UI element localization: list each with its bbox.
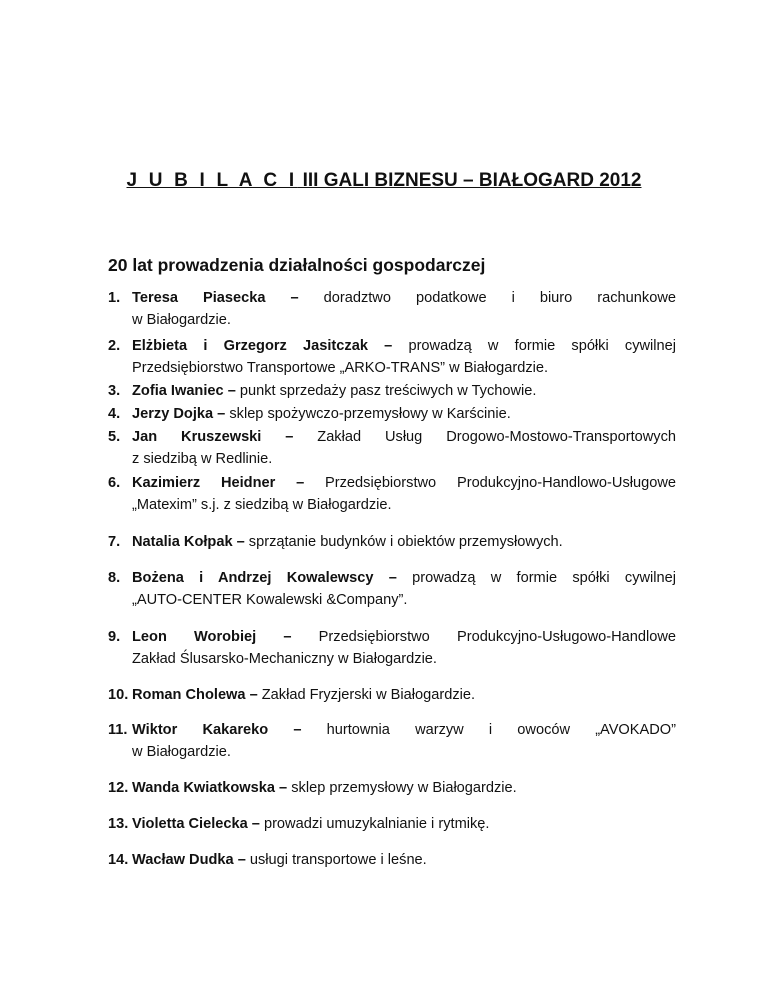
- item-line: [132, 813, 676, 835]
- item-line-continued: „Matexim” s.j. z siedzibą w Białogardzie.: [132, 497, 392, 513]
- title-gala-name: III GALI BIZNESU – BIAŁOGARD 2012: [297, 170, 642, 191]
- list-item: [108, 719, 676, 763]
- document-title: [0, 168, 768, 194]
- item-name: Wanda Kwiatkowska –: [132, 780, 288, 796]
- item-line: [132, 531, 676, 553]
- item-name: Jerzy Dojka –: [132, 406, 226, 422]
- item-description: punkt sprzedaży pasz treściwych w Tychowie.: [235, 383, 537, 399]
- item-description: doradztwo podatkowe i biuro rachunkowe: [298, 290, 676, 306]
- item-number: 10.: [108, 687, 129, 703]
- item-line: [132, 380, 676, 402]
- item-line: [132, 403, 676, 425]
- item-name: Natalia Kołpak –: [132, 534, 245, 550]
- item-name: Zofia Iwaniec –: [132, 383, 236, 399]
- item-line: [132, 626, 676, 648]
- section-heading: 20 lat prowadzenia działalności gospodarczej: [108, 255, 486, 275]
- item-line: [132, 472, 676, 494]
- item-name: Kazimierz Heidner –: [132, 475, 305, 491]
- item-description: sklep przemysłowy w Białogardzie.: [287, 780, 517, 796]
- item-line: [132, 567, 676, 589]
- item-line-continued: w Białogardzie.: [132, 312, 231, 328]
- item-name: Bożena i Andrzej Kowalewscy –: [132, 570, 397, 586]
- list-item: [108, 777, 676, 799]
- item-line: [132, 684, 676, 706]
- item-description: Przedsiębiorstwo Produkcyjno-Handlowo-Usługowe: [304, 475, 676, 491]
- item-name: Wiktor Kakareko –: [132, 722, 302, 738]
- item-description: prowadzą w formie spółki cywilnej: [396, 570, 676, 586]
- list-item: [108, 567, 676, 611]
- list-item: [108, 287, 676, 331]
- item-description: Zakład Usług Drogowo-Mostowo-Transportowych: [293, 429, 676, 445]
- list-item: [108, 403, 676, 425]
- item-line: [132, 426, 676, 448]
- item-name: Teresa Piasecka –: [132, 290, 299, 306]
- item-name: Wacław Dudka –: [132, 852, 246, 868]
- list-item: [108, 849, 676, 871]
- item-number: 13.: [108, 816, 129, 832]
- list-item: [108, 335, 676, 379]
- item-number: 4.: [108, 406, 121, 422]
- list-item: [108, 626, 676, 670]
- item-name: Violetta Cielecka –: [132, 816, 260, 832]
- list-item: [108, 426, 676, 470]
- item-line-continued: z siedzibą w Redlinie.: [132, 451, 273, 467]
- item-number: 14.: [108, 852, 129, 868]
- item-name: Jan Kruszewski –: [132, 429, 294, 445]
- item-line-continued: w Białogardzie.: [132, 744, 231, 760]
- item-description: prowadzi umuzykalnianie i rytmikę.: [259, 816, 490, 832]
- item-number: 5.: [108, 429, 121, 445]
- item-name: Leon Worobiej –: [132, 629, 292, 645]
- item-number: 6.: [108, 475, 121, 491]
- item-line: [132, 777, 676, 799]
- item-number: 7.: [108, 534, 121, 550]
- item-description: prowadzą w formie spółki cywilnej: [392, 338, 676, 354]
- item-name: Elżbieta i Grzegorz Jasitczak –: [132, 338, 393, 354]
- list-item: [108, 380, 676, 402]
- item-line-continued: Zakład Ślusarsko-Mechaniczny w Białogardzie.: [132, 651, 437, 667]
- item-number: 11.: [108, 722, 128, 738]
- list-item: [108, 813, 676, 835]
- item-line: [132, 719, 676, 741]
- title-jubilaci: J U B I L A C I: [126, 170, 298, 191]
- item-description: sklep spożywczo-przemysłowy w Karścinie.: [225, 406, 511, 422]
- item-number: 12.: [108, 780, 129, 796]
- item-description: Zakład Fryzjerski w Białogardzie.: [257, 687, 476, 703]
- item-line: [132, 287, 676, 309]
- item-number: 8.: [108, 570, 121, 586]
- list-item: [108, 531, 676, 553]
- item-number: 2.: [108, 338, 121, 354]
- item-description: hurtownia warzyw i owoców „AVOKADO”: [301, 722, 677, 738]
- item-line: [132, 335, 676, 357]
- list-item: [108, 472, 676, 516]
- item-number: 9.: [108, 629, 121, 645]
- item-line-continued: Przedsiębiorstwo Transportowe „ARKO-TRANS” w Białogardzie.: [132, 360, 549, 376]
- item-line: [132, 849, 676, 871]
- item-number: 1.: [108, 290, 121, 306]
- item-description: usługi transportowe i leśne.: [245, 852, 427, 868]
- item-number: 3.: [108, 383, 121, 399]
- item-description: Przedsiębiorstwo Produkcyjno-Usługowo-Handlowe: [291, 629, 676, 645]
- list-item: [108, 684, 676, 706]
- item-line-continued: „AUTO-CENTER Kowalewski &Company”.: [132, 592, 408, 608]
- item-name: Roman Cholewa –: [132, 687, 258, 703]
- item-description: sprzątanie budynków i obiektów przemysłowych.: [244, 534, 563, 550]
